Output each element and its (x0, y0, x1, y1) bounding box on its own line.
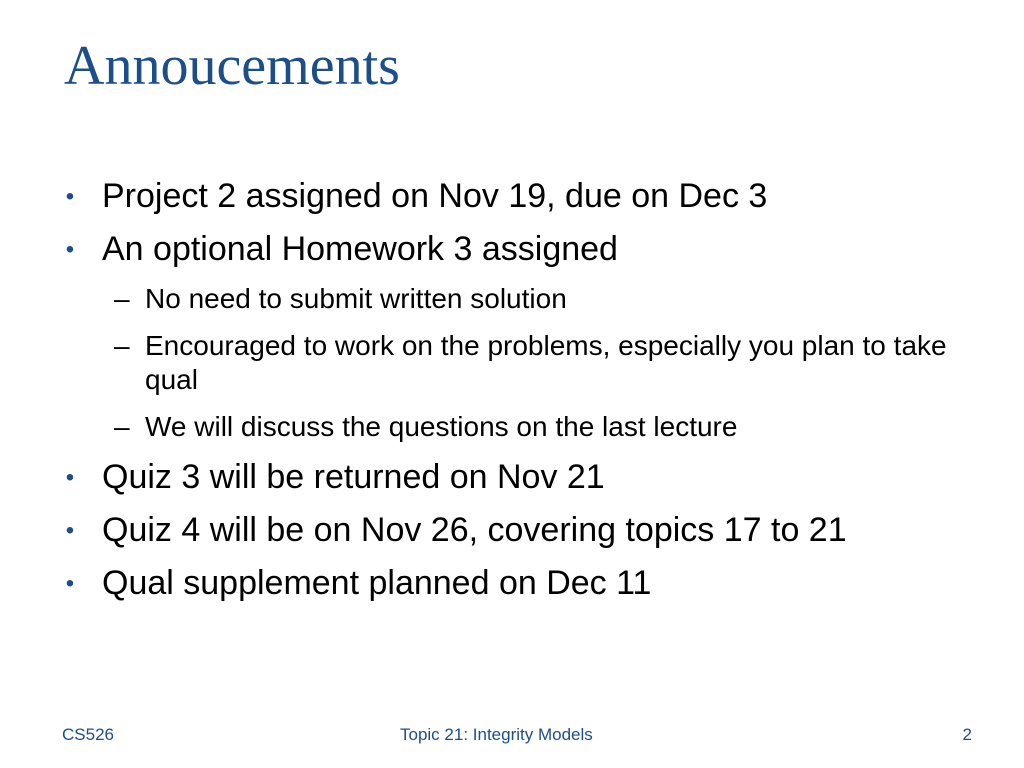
bullet-text: Qual supplement planned on Dec 11 (102, 564, 652, 602)
sub-bullet-marker: – (114, 411, 130, 442)
bullet-text: Project 2 assigned on Nov 19, due on Dec 3 (102, 177, 768, 215)
bullet-marker: • (65, 183, 75, 210)
bullet-item (60, 176, 960, 217)
sub-bullet-marker: – (114, 330, 130, 361)
sub-bullet-list (60, 282, 960, 444)
bullet-marker: • (65, 236, 75, 263)
bullet-item (60, 510, 960, 551)
bullet-text: An optional Homework 3 assigned (102, 230, 618, 268)
bullet-text: Quiz 4 will be on Nov 26, covering topics 17 to 21 (102, 511, 847, 549)
bullet-item (60, 457, 960, 498)
bullet-item (60, 563, 960, 604)
sub-bullet-item (60, 410, 960, 444)
slide-title: Annoucements (64, 35, 400, 97)
bullet-marker: • (65, 464, 75, 491)
footer-page-number: 2 (962, 725, 972, 744)
sub-bullet-text: We will discuss the questions on the last lecture (145, 411, 738, 442)
bullet-item (60, 229, 960, 270)
sub-bullet-item (60, 329, 960, 397)
footer-course: CS526 (62, 725, 114, 744)
sub-bullet-text: Encouraged to work on the problems, especially you plan to take qual (145, 330, 947, 395)
bullet-text: Quiz 3 will be returned on Nov 21 (102, 458, 605, 496)
sub-bullet-marker: – (114, 283, 130, 314)
footer-topic: Topic 21: Integrity Models (400, 725, 593, 744)
sub-bullet-item (60, 282, 960, 316)
bullet-list (60, 176, 960, 616)
bullet-marker: • (65, 570, 75, 597)
bullet-marker: • (65, 517, 75, 544)
sub-bullet-text: No need to submit written solution (145, 283, 567, 314)
